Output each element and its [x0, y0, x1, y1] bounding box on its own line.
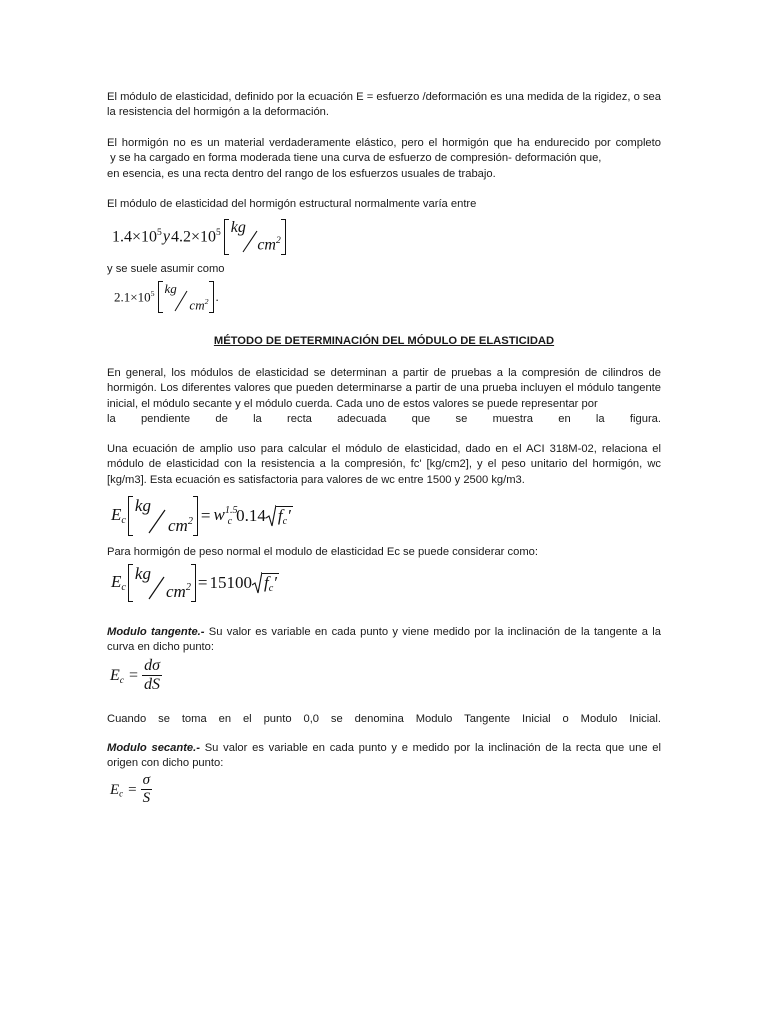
normal-radicand — [262, 573, 279, 594]
aci-unit-denominator — [168, 516, 193, 536]
normal-coefficient: 15100 — [209, 573, 253, 592]
assumed-unit-bracket — [158, 281, 214, 313]
range-b-exponent: 5 — [215, 227, 221, 239]
range-conjunction: y — [162, 228, 170, 245]
aci-sqrt — [266, 505, 293, 527]
aci-root-subscript: c — [282, 515, 288, 527]
range-a-exponent: 5 — [157, 227, 162, 239]
tangent-term: Modulo tangente.- — [107, 626, 205, 638]
assumed-period: . — [215, 289, 219, 304]
paragraph-initial-modulus: Cuando se toma en el punto 0,0 se denomina Modulo Tangente Inicial o Modulo Inicial. — [107, 713, 661, 725]
aci-lhs — [111, 505, 126, 526]
normal-root-prime: ′ — [273, 572, 277, 592]
tangent-numerator: dσ — [144, 657, 160, 675]
paragraph-methods-text: En general, los módulos de elasticidad se determinan a partir de pruebas a la compresión de cilindros de hormigón. Los diferentes valores que pueden determinarse a partir de una prueba incluyen el módulo tangente inicial, el módulo secante y el módulo cuerda. Cada uno de estos valores se puede representar por — [107, 367, 661, 410]
normal-unit — [133, 564, 191, 602]
paragraph-not-elastic-line-2 — [107, 151, 661, 166]
aci-w-exponent: 1.5 — [224, 505, 238, 517]
equation-range — [112, 218, 286, 256]
paragraph-secant-modulus — [107, 741, 661, 772]
secant-lhs — [110, 782, 123, 799]
aci-root-symbol: f — [277, 505, 283, 525]
aci-coefficient: 0.14 — [236, 506, 266, 525]
aci-unit-numerator: kg — [134, 496, 151, 515]
assumed-value — [114, 289, 155, 305]
tangent-description: Su valor es variable en cada punto y viene medido por la inclinación de la tangente a la curva en dicho punto: — [107, 626, 661, 654]
tangent-lhs-subscript: c — [119, 674, 125, 686]
normal-unit-den-text: cm — [166, 582, 186, 601]
normal-lhs — [111, 572, 126, 593]
aci-unit-den-text: cm — [168, 516, 188, 535]
normal-radical-sign — [252, 572, 262, 594]
range-unit — [229, 219, 281, 255]
aci-lhs-subscript: c — [121, 515, 126, 527]
assumed-unit-denominator — [189, 297, 208, 313]
range-value-a — [112, 227, 162, 247]
tangent-equals: = — [129, 667, 139, 684]
normal-root-subscript: c — [268, 582, 274, 594]
normal-root-symbol: f — [264, 572, 269, 592]
paragraph-not-elastic-line-3: en esencia, es una recta dentro del rango de los esfuerzos usuales de trabajo. — [107, 167, 496, 180]
equation-tangent — [110, 656, 162, 696]
secant-fraction — [141, 773, 152, 806]
normal-unit-den-exp: 2 — [185, 581, 191, 593]
secant-numerator: σ — [142, 772, 151, 789]
paragraph-definition: El módulo de elasticidad, definido por la ecuación E = esfuerzo /deformación es una medida de la rigidez, o sea la resistencia del hormigón a la deformación. — [107, 91, 661, 119]
assumed-mantissa: 2.1×10 — [114, 289, 151, 305]
range-b-mantissa: 4.2×10 — [170, 228, 216, 246]
aci-lhs-symbol: E — [111, 505, 122, 525]
aci-w-subscript: c — [227, 515, 233, 527]
equation-assumed — [114, 280, 219, 314]
normal-equals: = — [197, 573, 208, 592]
equation-normal — [111, 562, 279, 604]
normal-sqrt — [252, 572, 279, 594]
range-value-b — [171, 227, 221, 247]
aci-unit-weight — [213, 505, 238, 527]
assumed-unit — [163, 281, 209, 313]
paragraph-methods-last-line: la pendiente de la recta adecuada que se muestra en la figura. — [107, 413, 661, 426]
secant-term: Modulo secante.- — [107, 742, 200, 754]
aci-root-prime: ′ — [287, 505, 291, 525]
range-unit-den-text: cm — [257, 237, 276, 254]
tangent-denominator: dS — [144, 676, 161, 694]
assumed-unit-numerator: kg — [164, 281, 177, 296]
aci-equals: = — [200, 506, 211, 525]
range-unit-bracket — [224, 219, 286, 255]
secant-description: Su valor es variable en cada punto y e medido por la inclinación de la recta que une el origen con dicho punto: — [107, 742, 662, 770]
aci-radical-sign — [266, 505, 276, 527]
range-unit-numerator: kg — [230, 219, 246, 236]
paragraph-not-elastic-line-2-text: y se ha cargado en forma moderada tiene una curva de esfuerzo de compresión- deformación que, — [107, 152, 602, 165]
assumed-unit-den-text: cm — [189, 297, 205, 312]
paragraph-aci: Una ecuación de amplio uso para calcular el módulo de elasticidad, dado en el ACI 318M-02, relaciona el módulo de elasticidad con la resistencia a la compresión, fc' [kg/cm2], y el peso unitario del hormigón, wc [kg/m3]. Esta ecuación es satisfactoria para valores de wc entre 1500 y 2500 kg/m3. — [107, 443, 661, 486]
equation-aci — [111, 494, 293, 538]
equation-secant — [110, 771, 152, 809]
tangent-lhs — [110, 667, 124, 686]
section-heading: MÉTODO DE DETERMINACIÓN DEL MÓDULO DE ELASTICIDAD — [213, 335, 555, 347]
normal-unit-bracket — [128, 564, 196, 602]
secant-equals: = — [128, 781, 137, 798]
paragraph-range-intro: El módulo de elasticidad del hormigón estructural normalmente varía entre — [107, 198, 477, 210]
range-unit-denominator — [257, 235, 280, 255]
paragraph-methods — [107, 366, 661, 428]
secant-denominator: S — [142, 790, 151, 807]
tangent-fraction — [142, 658, 162, 693]
paragraph-tangent-modulus — [107, 625, 661, 656]
aci-unit-den-exp: 2 — [187, 515, 193, 527]
aci-unit-bracket — [128, 496, 198, 536]
aci-w-symbol: w — [213, 505, 225, 525]
paragraph-not-elastic — [107, 136, 661, 182]
assumed-unit-den-exp: 2 — [204, 296, 209, 306]
secant-lhs-symbol: E — [110, 781, 120, 798]
secant-lhs-subscript: c — [119, 788, 124, 799]
normal-unit-numerator: kg — [134, 564, 151, 583]
aci-unit — [133, 496, 193, 536]
normal-unit-denominator — [166, 582, 191, 602]
normal-lhs-symbol: E — [111, 572, 122, 592]
range-a-mantissa: 1.4×10 — [112, 228, 158, 246]
range-unit-den-exp: 2 — [275, 235, 281, 247]
paragraph-not-elastic-line-1: El hormigón no es un material verdaderamente elástico, pero el hormigón que ha endurecido por completo — [107, 137, 661, 149]
paragraph-assumed-intro: y se suele asumir como — [107, 263, 225, 275]
normal-lhs-subscript: c — [121, 582, 126, 594]
tangent-lhs-symbol: E — [110, 666, 120, 684]
aci-radicand — [276, 506, 293, 527]
paragraph-normal-weight: Para hormigón de peso normal el modulo de elasticidad Ec se puede considerar como: — [107, 546, 538, 558]
assumed-exponent: 5 — [150, 288, 155, 298]
